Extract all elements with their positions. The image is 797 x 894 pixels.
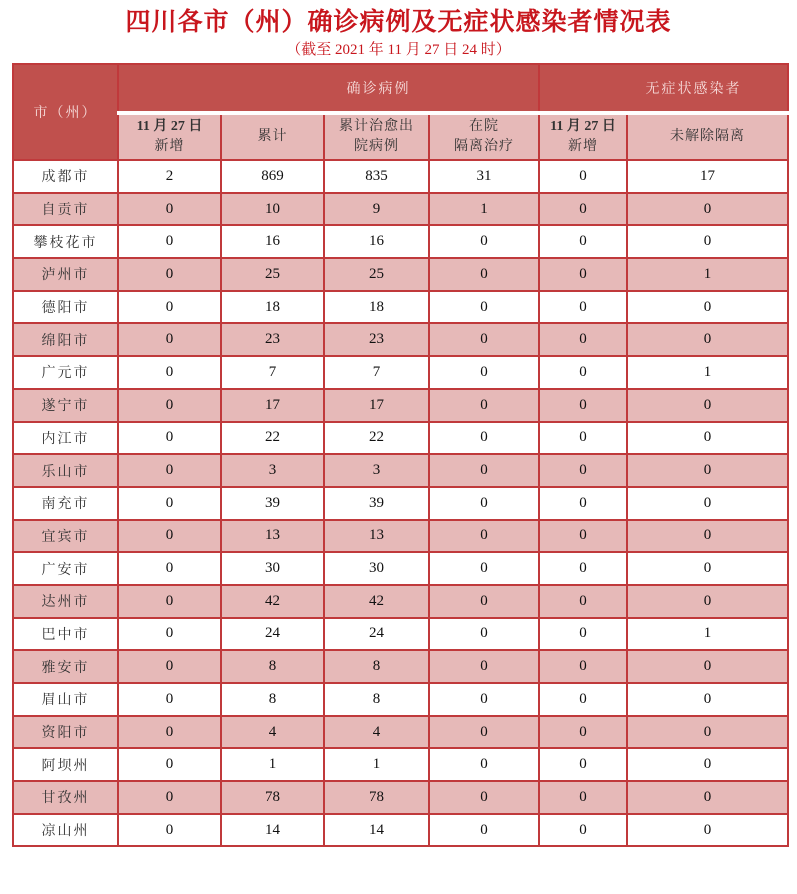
table-row xyxy=(13,520,788,553)
cell-asym-new: 0 xyxy=(539,258,627,291)
header-confirmed-cured xyxy=(324,113,429,160)
cell-hospital: 0 xyxy=(429,781,539,814)
cell-total: 8 xyxy=(221,650,324,683)
table-row xyxy=(13,193,788,226)
cell-asym-isolation: 0 xyxy=(627,716,788,749)
header-confirmed-hospital-line2: 隔离治疗 xyxy=(454,139,514,154)
header-confirmed-new-line1: 11 月 27 日 xyxy=(136,119,203,134)
table-row xyxy=(13,389,788,422)
table-row xyxy=(13,650,788,683)
cell-asym-isolation: 0 xyxy=(627,454,788,487)
header-group-confirmed-label: 确诊病例 xyxy=(346,82,411,97)
table-row xyxy=(13,748,788,781)
cell-cured: 23 xyxy=(324,323,429,356)
cell-hospital: 0 xyxy=(429,291,539,324)
cell-hospital: 0 xyxy=(429,258,539,291)
cell-hospital: 0 xyxy=(429,618,539,651)
cell-total: 18 xyxy=(221,291,324,324)
page-title: 四川各市（州）确诊病例及无症状感染者情况表 xyxy=(125,7,672,36)
cell-cured: 18 xyxy=(324,291,429,324)
table-row xyxy=(13,258,788,291)
cell-city: 资阳市 xyxy=(13,716,118,749)
cell-city: 宜宾市 xyxy=(13,520,118,553)
header-confirmed-cured-line1: 累计治愈出 xyxy=(339,119,414,134)
cell-total: 24 xyxy=(221,618,324,651)
cell-total: 4 xyxy=(221,716,324,749)
cell-cured: 14 xyxy=(324,814,429,847)
cell-asym-new: 0 xyxy=(539,291,627,324)
cell-cured: 9 xyxy=(324,193,429,226)
cell-city: 凉山州 xyxy=(13,814,118,847)
cell-city: 内江市 xyxy=(13,422,118,455)
cell-new: 0 xyxy=(118,389,221,422)
cell-new: 0 xyxy=(118,291,221,324)
cell-asym-new: 0 xyxy=(539,520,627,553)
cell-hospital: 0 xyxy=(429,225,539,258)
cell-asym-new: 0 xyxy=(539,585,627,618)
cell-asym-isolation: 0 xyxy=(627,520,788,553)
cell-city: 攀枝花市 xyxy=(13,225,118,258)
cell-new: 0 xyxy=(118,650,221,683)
cell-city: 雅安市 xyxy=(13,650,118,683)
cell-new: 0 xyxy=(118,683,221,716)
table-row xyxy=(13,487,788,520)
cell-hospital: 0 xyxy=(429,716,539,749)
cell-city: 绵阳市 xyxy=(13,323,118,356)
cell-asym-new: 0 xyxy=(539,716,627,749)
cell-total: 16 xyxy=(221,225,324,258)
table-row xyxy=(13,225,788,258)
header-confirmed-hospital-line1: 在院 xyxy=(469,119,499,134)
cell-asym-new: 0 xyxy=(539,422,627,455)
cell-hospital: 0 xyxy=(429,748,539,781)
cell-asym-new: 0 xyxy=(539,356,627,389)
cell-city: 广元市 xyxy=(13,356,118,389)
header-confirmed-new xyxy=(118,113,221,160)
header-group-asymptomatic xyxy=(539,64,788,113)
cell-hospital: 0 xyxy=(429,520,539,553)
header-row-columns xyxy=(13,113,788,160)
cell-new: 0 xyxy=(118,422,221,455)
cell-city: 德阳市 xyxy=(13,291,118,324)
table-row xyxy=(13,291,788,324)
header-city: 市（州） xyxy=(13,64,118,160)
cell-city: 遂宁市 xyxy=(13,389,118,422)
cell-total: 23 xyxy=(221,323,324,356)
header-group-asymptomatic-label: 无症状感染者 xyxy=(645,82,742,97)
cell-asym-isolation: 0 xyxy=(627,683,788,716)
cell-asym-isolation: 0 xyxy=(627,814,788,847)
table-row xyxy=(13,454,788,487)
cell-asym-isolation: 1 xyxy=(627,618,788,651)
cell-asym-new: 0 xyxy=(539,487,627,520)
header-confirmed-total: 累计 xyxy=(221,113,324,160)
cell-hospital: 0 xyxy=(429,650,539,683)
cell-new: 0 xyxy=(118,716,221,749)
table-row xyxy=(13,422,788,455)
cell-hospital: 0 xyxy=(429,814,539,847)
header-confirmed-new-line2: 新增 xyxy=(154,139,185,154)
cell-asym-isolation: 0 xyxy=(627,225,788,258)
cell-total: 7 xyxy=(221,356,324,389)
cell-total: 869 xyxy=(221,160,324,193)
cell-cured: 8 xyxy=(324,683,429,716)
cell-new: 0 xyxy=(118,323,221,356)
cell-hospital: 0 xyxy=(429,323,539,356)
cell-asym-new: 0 xyxy=(539,225,627,258)
table-body xyxy=(13,160,788,846)
cell-total: 1 xyxy=(221,748,324,781)
cell-hospital: 0 xyxy=(429,552,539,585)
header-asym-isolation: 未解除隔离 xyxy=(627,113,788,160)
cell-city: 乐山市 xyxy=(13,454,118,487)
cell-new: 0 xyxy=(118,225,221,258)
cell-cured: 78 xyxy=(324,781,429,814)
cell-hospital: 0 xyxy=(429,585,539,618)
cell-total: 25 xyxy=(221,258,324,291)
cell-new: 0 xyxy=(118,487,221,520)
cell-new: 0 xyxy=(118,520,221,553)
cell-city: 甘孜州 xyxy=(13,781,118,814)
cell-cured: 3 xyxy=(324,454,429,487)
cell-asym-isolation: 1 xyxy=(627,356,788,389)
header-asym-new xyxy=(539,113,627,160)
table-row xyxy=(13,552,788,585)
cell-hospital: 0 xyxy=(429,454,539,487)
cell-city: 达州市 xyxy=(13,585,118,618)
table-row xyxy=(13,618,788,651)
cell-asym-new: 0 xyxy=(539,683,627,716)
cell-total: 39 xyxy=(221,487,324,520)
cell-cured: 13 xyxy=(324,520,429,553)
cell-asym-new: 0 xyxy=(539,781,627,814)
cell-asym-isolation: 1 xyxy=(627,258,788,291)
cell-asym-new: 0 xyxy=(539,193,627,226)
cell-city: 阿坝州 xyxy=(13,748,118,781)
cell-new: 2 xyxy=(118,160,221,193)
table-row xyxy=(13,323,788,356)
cell-new: 0 xyxy=(118,618,221,651)
cell-cured: 16 xyxy=(324,225,429,258)
table-row xyxy=(13,683,788,716)
cell-hospital: 31 xyxy=(429,160,539,193)
cell-new: 0 xyxy=(118,781,221,814)
cell-cured: 17 xyxy=(324,389,429,422)
cell-total: 8 xyxy=(221,683,324,716)
cell-new: 0 xyxy=(118,356,221,389)
cell-cured: 39 xyxy=(324,487,429,520)
table-row xyxy=(13,814,788,847)
cell-new: 0 xyxy=(118,258,221,291)
cell-cured: 835 xyxy=(324,160,429,193)
cell-cured: 24 xyxy=(324,618,429,651)
cell-asym-new: 0 xyxy=(539,454,627,487)
cell-new: 0 xyxy=(118,814,221,847)
header-row-groups xyxy=(13,64,788,113)
header-asym-new-line1: 11 月 27 日 xyxy=(550,119,616,134)
cell-total: 78 xyxy=(221,781,324,814)
cell-asym-isolation: 0 xyxy=(627,781,788,814)
cell-cured: 30 xyxy=(324,552,429,585)
cell-city: 广安市 xyxy=(13,552,118,585)
table-row xyxy=(13,160,788,193)
table-row xyxy=(13,716,788,749)
cell-total: 22 xyxy=(221,422,324,455)
cell-asym-new: 0 xyxy=(539,650,627,683)
cell-city: 南充市 xyxy=(13,487,118,520)
cell-cured: 1 xyxy=(324,748,429,781)
cell-hospital: 0 xyxy=(429,356,539,389)
cell-city: 自贡市 xyxy=(13,193,118,226)
cell-hospital: 0 xyxy=(429,683,539,716)
cell-city: 巴中市 xyxy=(13,618,118,651)
cases-table xyxy=(12,63,789,847)
cell-total: 42 xyxy=(221,585,324,618)
cell-total: 13 xyxy=(221,520,324,553)
cell-asym-isolation: 0 xyxy=(627,422,788,455)
cell-asym-new: 0 xyxy=(539,389,627,422)
cell-asym-new: 0 xyxy=(539,814,627,847)
cell-asym-new: 0 xyxy=(539,618,627,651)
header-group-confirmed xyxy=(118,64,539,113)
table-row xyxy=(13,356,788,389)
cell-asym-new: 0 xyxy=(539,160,627,193)
cell-asym-new: 0 xyxy=(539,323,627,356)
table-row xyxy=(13,585,788,618)
cell-asym-isolation: 17 xyxy=(627,160,788,193)
cell-city: 成都市 xyxy=(13,160,118,193)
cell-new: 0 xyxy=(118,552,221,585)
cell-total: 17 xyxy=(221,389,324,422)
cell-city: 泸州市 xyxy=(13,258,118,291)
cell-total: 14 xyxy=(221,814,324,847)
cell-hospital: 1 xyxy=(429,193,539,226)
cell-asym-isolation: 0 xyxy=(627,193,788,226)
header-asym-new-line2: 新增 xyxy=(568,139,598,154)
cell-hospital: 0 xyxy=(429,389,539,422)
cell-hospital: 0 xyxy=(429,422,539,455)
cell-total: 30 xyxy=(221,552,324,585)
cell-cured: 42 xyxy=(324,585,429,618)
cell-cured: 4 xyxy=(324,716,429,749)
cell-asym-isolation: 0 xyxy=(627,552,788,585)
cell-asym-new: 0 xyxy=(539,748,627,781)
cell-asym-new: 0 xyxy=(539,552,627,585)
cell-asym-isolation: 0 xyxy=(627,748,788,781)
cell-new: 0 xyxy=(118,454,221,487)
cell-total: 10 xyxy=(221,193,324,226)
header-confirmed-hospital xyxy=(429,113,539,160)
cell-asym-isolation: 0 xyxy=(627,487,788,520)
cell-asym-isolation: 0 xyxy=(627,585,788,618)
cell-cured: 22 xyxy=(324,422,429,455)
table-row xyxy=(13,781,788,814)
cell-new: 0 xyxy=(118,193,221,226)
cell-new: 0 xyxy=(118,748,221,781)
cell-hospital: 0 xyxy=(429,487,539,520)
page-subtitle: （截至 2021 年 11 月 27 日 24 时） xyxy=(286,42,511,58)
cell-cured: 8 xyxy=(324,650,429,683)
cell-new: 0 xyxy=(118,585,221,618)
header-confirmed-cured-line2: 院病例 xyxy=(354,139,399,154)
cell-cured: 25 xyxy=(324,258,429,291)
cell-asym-isolation: 0 xyxy=(627,291,788,324)
cell-asym-isolation: 0 xyxy=(627,323,788,356)
cell-asym-isolation: 0 xyxy=(627,389,788,422)
cell-cured: 7 xyxy=(324,356,429,389)
cell-city: 眉山市 xyxy=(13,683,118,716)
cell-asym-isolation: 0 xyxy=(627,650,788,683)
cell-total: 3 xyxy=(221,454,324,487)
